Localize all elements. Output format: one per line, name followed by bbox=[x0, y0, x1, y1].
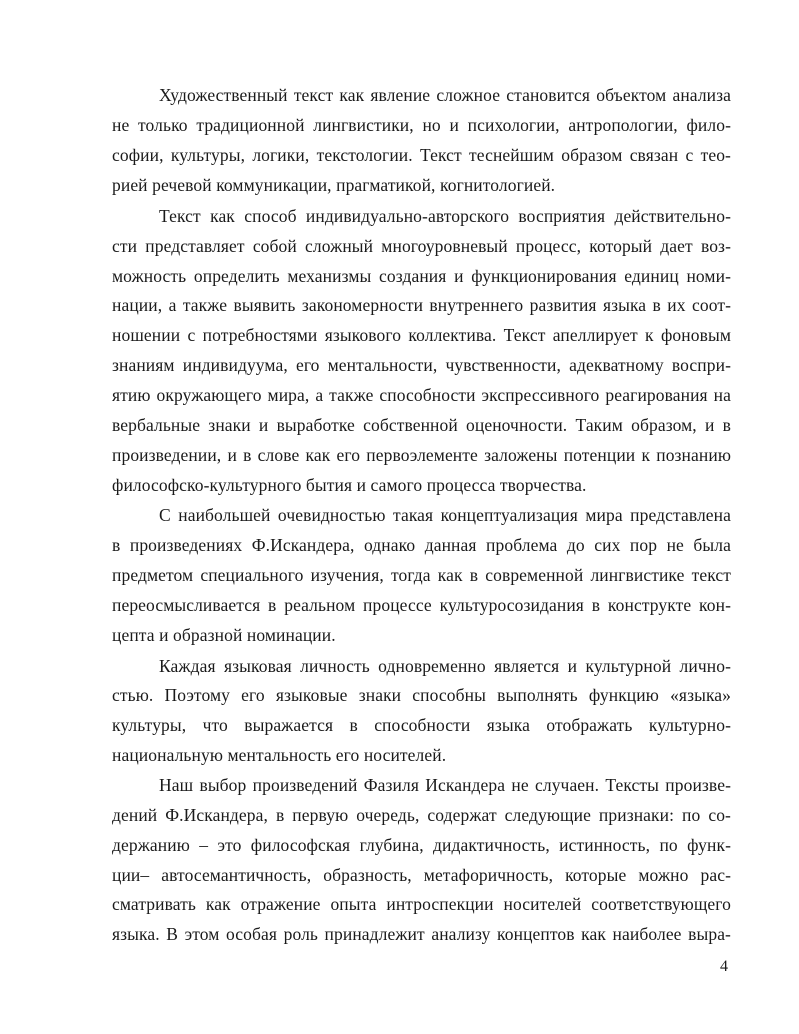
text-line: ношении с потребностями языкового коллектива. Текст апеллирует к фоновым bbox=[112, 325, 731, 345]
text-line: ции– автосемантичность, образность, метафоричность, которые можно рас- bbox=[112, 865, 731, 885]
text-line: Текст как способ индивидуально-авторского восприятия действительно- bbox=[159, 206, 731, 226]
text-line: С наибольшей очевидностью такая концептуализация мира представлена bbox=[159, 505, 731, 525]
text-line: стью. Поэтому его языковые знаки способны выполнять функцию «языка» bbox=[112, 685, 731, 705]
text-line: держанию – это философская глубина, дидактичность, истинность, по функ- bbox=[112, 835, 731, 855]
text-line: произведении, и в слове как его первоэлементе заложены потенции к познанию bbox=[112, 445, 731, 465]
text-line: национальную ментальность его носителей. bbox=[112, 745, 447, 765]
text-line: предметом специального изучения, тогда как в современной лингвистике текст bbox=[112, 565, 731, 585]
text-line: сматривать как отражение опыта интроспекции носителей соответствующего bbox=[112, 894, 731, 914]
text-line: Наш выбор произведений Фазиля Искандера не случаен. Тексты произве- bbox=[159, 775, 731, 795]
text-line: дений Ф.Искандера, в первую очередь, содержат следующие признаки: по со- bbox=[112, 805, 731, 825]
text-line: софии, культуры, логики, текстологии. Текст теснейшим образом связан с тео- bbox=[112, 145, 731, 165]
text-line: Художественный текст как явление сложное становится объектом анализа bbox=[159, 85, 731, 105]
text-line: нации, а также выявить закономерности внутреннего развития языка в их соот- bbox=[112, 295, 731, 315]
text-line: ятию окружающего мира, а также способности экспрессивного реагирования на bbox=[112, 385, 731, 405]
text-line: рией речевой коммуникации, прагматикой, когнитологией. bbox=[112, 175, 556, 195]
text-line: сти представляет собой сложный многоуровневый процесс, который дает воз- bbox=[112, 236, 731, 256]
text-line: цепта и образной номинации. bbox=[112, 625, 336, 645]
text-line: переосмысливается в реальном процессе культуросозидания в конструкте кон- bbox=[112, 595, 731, 615]
text-line: культуры, что выражается в способности языка отображать культурно- bbox=[112, 715, 731, 735]
text-line: знаниям индивидуума, его ментальности, чувственности, адекватному воспри- bbox=[112, 355, 731, 375]
page-number: 4 bbox=[720, 958, 728, 975]
text-line: вербальные знаки и выработке собственной оценочности. Таким образом, и в bbox=[112, 415, 731, 435]
text-line: Каждая языковая личность одновременно является и культурной лично- bbox=[159, 656, 731, 676]
text-line: не только традиционной лингвистики, но и психологии, антропологии, фило- bbox=[112, 115, 731, 135]
text-line: в произведениях Ф.Искандера, однако данная проблема до сих пор не была bbox=[112, 535, 731, 555]
text-line: языка. В этом особая роль принадлежит анализу концептов как наиболее выра- bbox=[112, 924, 731, 944]
text-line: можность определить механизмы создания и функционирования единиц номи- bbox=[112, 266, 731, 286]
text-line: философско-культурного бытия и самого процесса творчества. bbox=[112, 475, 587, 495]
